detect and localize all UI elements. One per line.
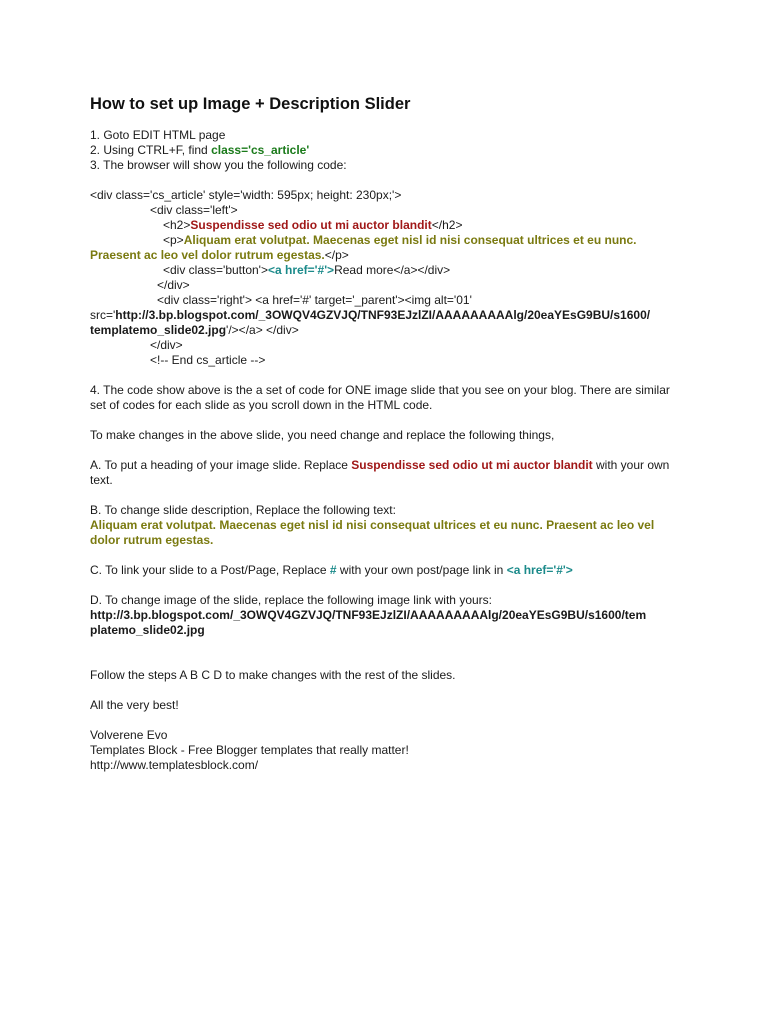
code-h2-open: <h2> xyxy=(163,218,191,232)
step-2 xyxy=(90,143,690,158)
intro-text: To make changes in the above slide, you need change and replace the following things, xyxy=(90,428,555,442)
author-url: http://www.templatesblock.com/ xyxy=(90,758,259,772)
code-line-3 xyxy=(90,218,690,233)
code-line-1: <div class='cs_article' style='width: 595px; height: 230px;'> xyxy=(90,188,402,202)
instruction-c-code: <a href='#'> xyxy=(506,563,573,577)
code-line-7: <div class='right'> <a href='#' target='_parent'><img alt='01' xyxy=(157,293,472,307)
code-line-9: </div> xyxy=(150,338,183,352)
code-src-tail: '/></a> </div> xyxy=(226,323,299,337)
instruction-d-url-b: platemo_slide02.jpg xyxy=(90,623,205,637)
instruction-c xyxy=(90,563,690,578)
instruction-c-middle: with your own post/page link in xyxy=(336,563,507,577)
step-4: 4. The code show above is the a set of code for ONE image slide that you see on your blog. There are similar set of codes for each slide as you scroll down in the HTML code. xyxy=(90,383,670,412)
page-title: How to set up Image + Description Slider xyxy=(90,95,411,113)
document-body xyxy=(90,94,690,773)
code-line-5 xyxy=(90,263,690,278)
step-2-code: class='cs_article' xyxy=(211,143,310,157)
step-3: 3. The browser will show you the following code: xyxy=(90,158,347,172)
code-src-url-a: http://3.bp.blogspot.com/_3OWQV4GZVJQ/TNF93EJzlZI/AAAAAAAAAlg/20eaYEsG9BU/s1600/ xyxy=(115,308,651,322)
code-line-8b xyxy=(90,323,690,338)
code-line-2: <div class='left'> xyxy=(150,203,238,217)
author-tagline: Templates Block - Free Blogger templates that really matter! xyxy=(90,743,409,757)
instruction-a-text: A. To put a heading of your image slide. Replace xyxy=(90,458,352,472)
code-button-link: <a href='#'> xyxy=(267,263,335,277)
author-name: Volverene Evo xyxy=(90,728,168,742)
code-src-attr: src=' xyxy=(90,308,116,322)
instruction-b-code: Aliquam erat volutpat. Maecenas eget nisl id nisi consequat ultrices et eu nunc. Praesent ac leo vel dolor rutrum egestas. xyxy=(90,518,655,547)
code-p-text-b: Praesent ac leo vel dolor rutrum egestas. xyxy=(90,248,325,262)
code-button-rest: Read more</a></div> xyxy=(334,263,451,277)
closing-text: All the very best! xyxy=(90,698,179,712)
code-line-6: </div> xyxy=(157,278,190,292)
code-line-8 xyxy=(90,308,690,323)
code-line-4 xyxy=(90,233,690,248)
code-h2-close: </h2> xyxy=(431,218,463,232)
step-2-text: 2. Using CTRL+F, find xyxy=(90,143,212,157)
code-h2-text: Suspendisse sed odio ut mi auctor blandit xyxy=(190,218,432,232)
instruction-d-url-a: http://3.bp.blogspot.com/_3OWQV4GZVJQ/TNF93EJzlZI/AAAAAAAAAlg/20eaYEsG9BU/s1600/tem xyxy=(90,608,647,622)
code-line-10: <!-- End cs_article --> xyxy=(150,353,266,367)
code-button-open: <div class='button'> xyxy=(163,263,268,277)
code-p-close: </p> xyxy=(324,248,349,262)
instruction-d: D. To change image of the slide, replace the following image link with yours: xyxy=(90,593,492,607)
code-p-text-a: Aliquam erat volutpat. Maecenas eget nisl id nisi consequat ultrices et eu nunc. xyxy=(183,233,637,247)
instruction-a-code: Suspendisse sed odio ut mi auctor blandit xyxy=(351,458,593,472)
instruction-c-hash: # xyxy=(329,563,337,577)
instruction-a-suffix: with your own text. xyxy=(90,458,670,487)
step-1: 1. Goto EDIT HTML page xyxy=(90,128,226,142)
code-src-url-b: templatemo_slide02.jpg xyxy=(90,323,227,337)
code-p-open: <p> xyxy=(163,233,184,247)
code-line-4b xyxy=(90,248,690,263)
instruction-a xyxy=(90,458,678,488)
follow-text: Follow the steps A B C D to make changes with the rest of the slides. xyxy=(90,668,456,682)
instruction-c-text: C. To link your slide to a Post/Page, Replace xyxy=(90,563,330,577)
instruction-b: B. To change slide description, Replace the following text: xyxy=(90,503,396,517)
